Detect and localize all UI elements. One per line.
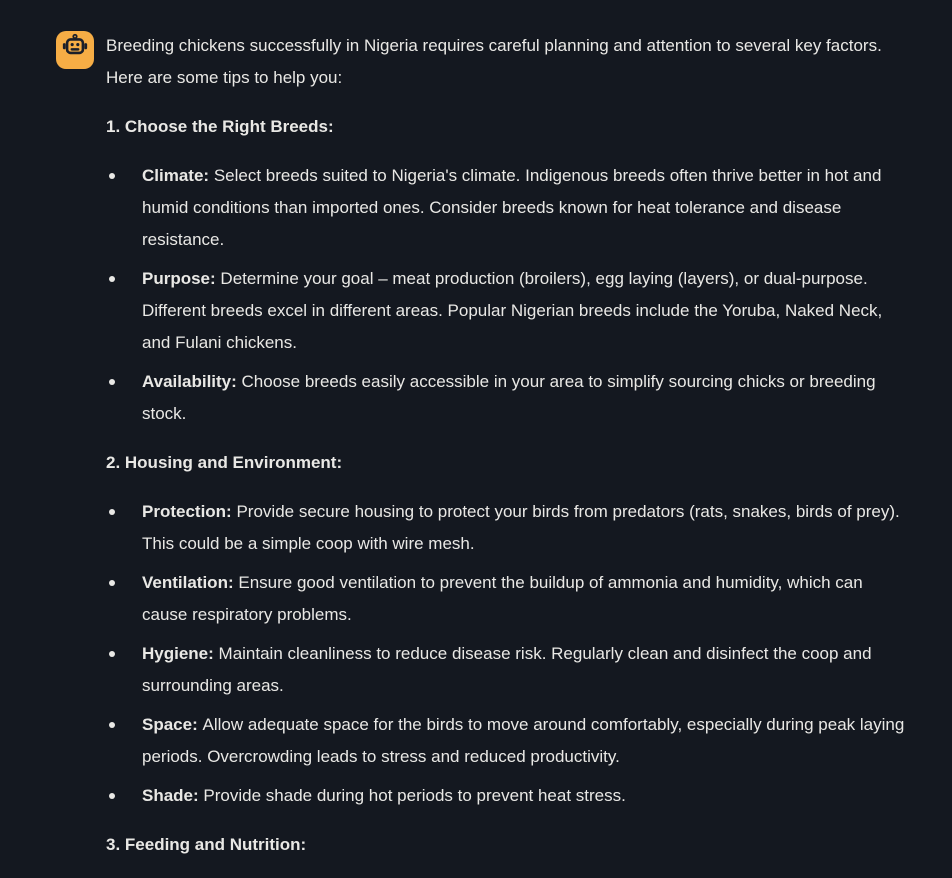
bullet-label: Purpose: — [142, 269, 216, 288]
list-item — [142, 567, 908, 631]
list-item — [142, 496, 908, 560]
bullet-list — [106, 496, 908, 812]
message-content — [106, 30, 908, 878]
list-item — [142, 366, 908, 430]
bullet-text: Select breeds suited to Nigeria's climate. Indigenous breeds often thrive better in hot and humid conditions than imported ones. Consider breeds known for heat tolerance and disease resistance. — [142, 166, 882, 249]
bullet-label: Protection: — [142, 502, 232, 521]
bullet-text: Maintain cleanliness to reduce disease risk. Regularly clean and disinfect the coop and surrounding areas. — [142, 644, 872, 695]
bullet-label: Availability: — [142, 372, 237, 391]
bullet-label: Climate: — [142, 166, 210, 185]
bullet-text: Ensure good ventilation to prevent the buildup of ammonia and humidity, which can cause respiratory problems. — [142, 573, 863, 624]
bullet-list — [106, 160, 908, 430]
list-item — [142, 638, 908, 702]
message-section — [106, 447, 908, 812]
sections-container — [106, 111, 908, 861]
bullet-label: Shade: — [142, 786, 199, 805]
list-item — [142, 780, 908, 812]
robot-icon — [62, 32, 88, 69]
bullet-text: Provide secure housing to protect your birds from predators (rats, snakes, birds of prey). This could be a simple coop with wire mesh. — [142, 502, 900, 553]
section-heading: 2. Housing and Environment: — [106, 453, 343, 472]
intro-paragraph: Breeding chickens successfully in Nigeria requires careful planning and attention to several key factors. Here are some tips to help you: — [106, 36, 882, 87]
bullet-label: Space: — [142, 715, 198, 734]
bullet-text: Determine your goal – meat production (broilers), egg laying (layers), or dual-purpose. Different breeds excel in different areas. Popular Nigerian breeds include the Yoruba, Naked Neck, and Fulani chickens. — [142, 269, 883, 352]
message-section — [106, 111, 908, 430]
bullet-label: Ventilation: — [142, 573, 234, 592]
bullet-label: Hygiene: — [142, 644, 214, 663]
list-item — [142, 160, 908, 256]
section-heading: 3. Feeding and Nutrition: — [106, 835, 307, 854]
bullet-text: Allow adequate space for the birds to move around comfortably, especially during peak laying periods. Overcrowding leads to stress and reduced productivity. — [142, 715, 905, 766]
bullet-text: Choose breeds easily accessible in your area to simplify sourcing chicks or breeding stock. — [142, 372, 876, 423]
section-heading: 1. Choose the Right Breeds: — [106, 117, 334, 136]
bullet-text: Provide shade during hot periods to prevent heat stress. — [203, 786, 626, 805]
bot-avatar — [56, 31, 94, 69]
list-item — [142, 709, 908, 773]
message-section — [106, 829, 908, 861]
list-item — [142, 263, 908, 359]
